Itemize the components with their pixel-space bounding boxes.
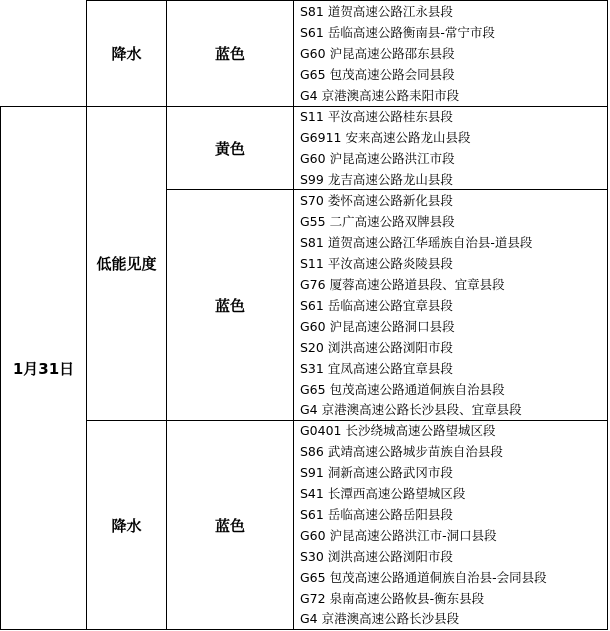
road-item: S86 武靖高速公路城步苗族自治县段 <box>300 444 503 459</box>
road-item: G6911 安来高速公路龙山县段 <box>300 130 471 145</box>
warning-level-cell: 蓝色 <box>214 516 245 535</box>
road-item: G4 京港澳高速公路耒阳市段 <box>300 88 460 103</box>
road-item: S61 岳临高速公路衡南县-常宁市段 <box>300 25 495 40</box>
weather-type-cell: 低能见度 <box>96 255 157 273</box>
rule <box>293 0 294 630</box>
road-item: G4 京港澳高速公路长沙县段、宜章县段 <box>300 402 522 417</box>
road-item: S81 道贺高速公路江永县段 <box>300 4 453 19</box>
road-item: G0401 长沙绕城高速公路望城区段 <box>300 423 496 438</box>
road-item: S20 浏洪高速公路浏阳市段 <box>300 340 453 355</box>
warning-level-cell: 黄色 <box>214 139 245 158</box>
road-item: S81 道贺高速公路江华瑶族自治县-道县段 <box>300 235 533 250</box>
weather-type-cell: 降水 <box>111 44 142 63</box>
road-item: S11 平汝高速公路桂东县段 <box>300 109 453 124</box>
road-item: S31 宜凤高速公路宜章县段 <box>300 361 453 376</box>
road-item: S11 平汝高速公路炎陵县段 <box>300 256 453 271</box>
rule <box>0 629 608 630</box>
road-item: G72 泉南高速公路攸县-衡东县段 <box>300 591 485 606</box>
road-item: G60 沪昆高速公路洪江市段 <box>300 151 455 166</box>
weather-type-cell: 降水 <box>111 516 142 535</box>
road-item: G4 京港澳高速公路长沙县段 <box>300 611 460 626</box>
road-item: G60 沪昆高速公路洪江市-洞口县段 <box>300 528 497 543</box>
road-item: G55 二广高速公路双牌县段 <box>300 214 455 229</box>
warning-level-cell: 蓝色 <box>214 44 245 63</box>
road-item: G60 沪昆高速公路邵东县段 <box>300 46 455 61</box>
road-item: S30 浏洪高速公路浏阳市段 <box>300 549 453 564</box>
date-cell: 1月31日 <box>12 359 75 378</box>
road-item: G76 厦蓉高速公路道县段、宜章县段 <box>300 277 505 292</box>
road-item: G65 包茂高速公路通道侗族自治县段 <box>300 382 505 397</box>
road-item: G60 沪昆高速公路洞口县段 <box>300 319 455 334</box>
road-item: G65 包茂高速公路会同县段 <box>300 67 455 82</box>
road-item: S41 长潭西高速公路望城区段 <box>300 486 466 501</box>
road-item: G65 包茂高速公路通道侗族自治县-会同县段 <box>300 570 547 585</box>
warning-level-cell: 蓝色 <box>214 296 245 315</box>
road-item: S70 娄怀高速公路新化县段 <box>300 193 453 208</box>
road-item: S61 岳临高速公路宜章县段 <box>300 298 453 313</box>
road-item: S61 岳临高速公路岳阳县段 <box>300 507 453 522</box>
road-item: S99 龙吉高速公路龙山县段 <box>300 172 453 187</box>
rule <box>607 0 608 630</box>
road-item: S91 洞新高速公路武冈市段 <box>300 465 453 480</box>
